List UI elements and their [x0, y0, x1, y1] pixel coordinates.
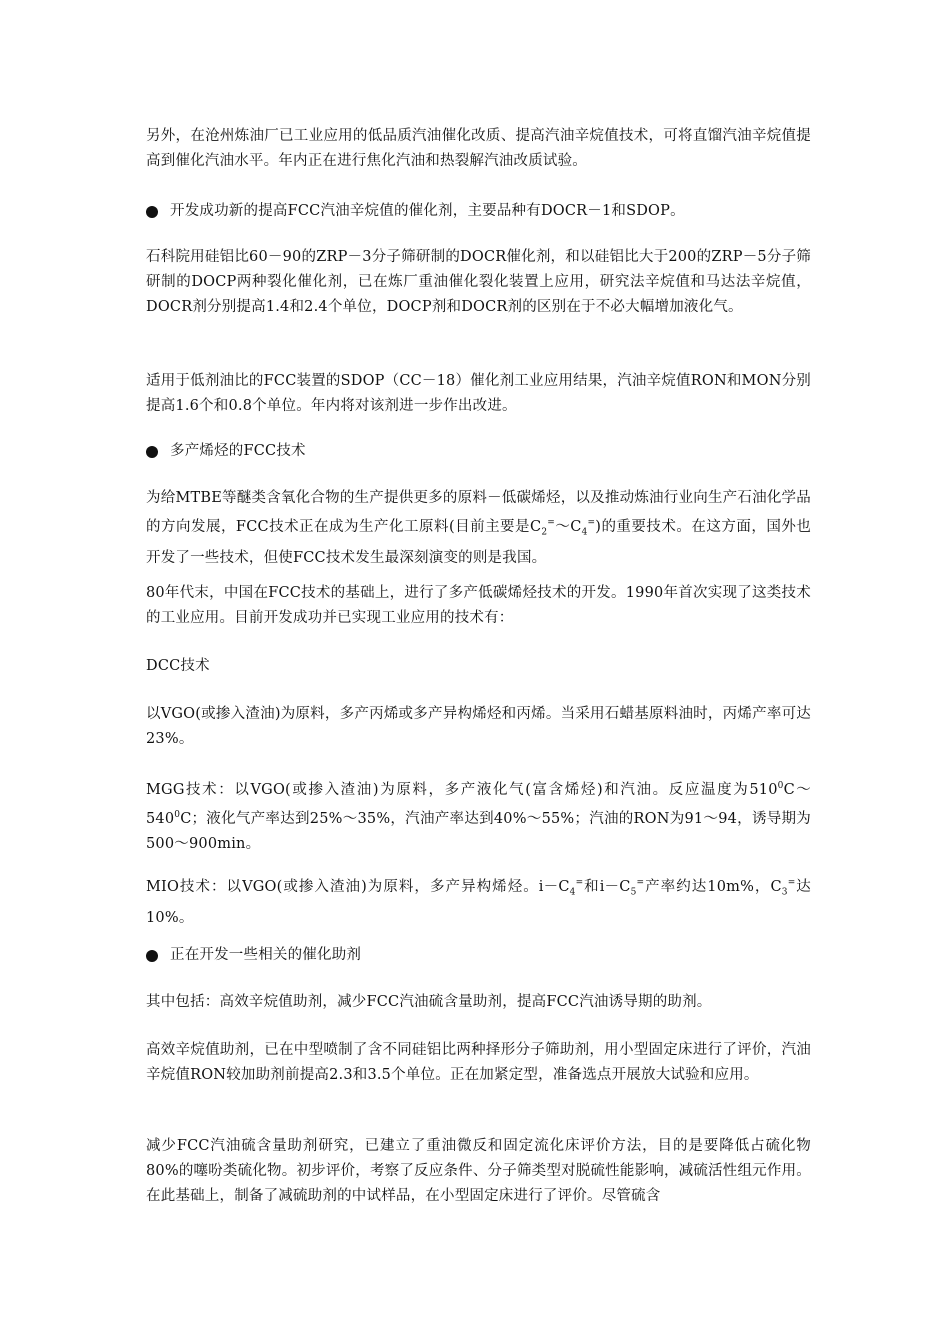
text-run: MIO技术：以VGO(或掺入渣油)为原料，多产异构烯烃。i－C — [146, 878, 570, 895]
text-run: 为给MTBE等醚类含氧化合物的生产提供更多的原料－低碳烯烃，以及推动炼油行业向生产石油化学品的方向发展，FCC技术正在成为生产化工原料(目前主要是C — [146, 490, 811, 535]
superscript: = — [547, 518, 556, 528]
paragraph: 适用于低剂油比的FCC装置的SDOP（CC－18）催化剂工业应用结果，汽油辛烷值RON和MON分别提高1.6个和0.8个单位。年内将对该剂进一步作出改进。 — [146, 373, 811, 414]
superscript: = — [587, 518, 596, 528]
paragraph — [146, 871, 811, 931]
bullet-text: 开发成功新的提高FCC汽油辛烷值的催化剂，主要品种有DOCR－1和SDOP。 — [170, 203, 685, 219]
bullet-text: 正在开发一些相关的催化助剂 — [170, 947, 362, 963]
paragraph: 其中包括：高效辛烷值助剂，减少FCC汽油硫含量助剂，提高FCC汽油诱导期的助剂。 — [146, 994, 712, 1010]
paragraph: 以VGO(或掺入渣油)为原料，多产丙烯或多产异构烯烃和丙烯。当采用石蜡基原料油时，丙烯产率可达23%。 — [146, 706, 811, 747]
bullet-item — [146, 199, 811, 224]
superscript: 0 — [174, 809, 181, 820]
superscript: = — [575, 878, 584, 888]
subscript: 5 — [630, 887, 637, 898]
paragraph: 另外，在沧州炼油厂已工业应用的低品质汽油催化改质、提高汽油辛烷值技术，可将直馏汽油辛烷值提高到催化汽油水平。年内正在进行焦化汽油和热裂解汽油改质试验。 — [146, 128, 811, 169]
text-run: 和i－C — [583, 878, 631, 895]
bullet-dot-icon — [146, 206, 158, 218]
paragraph: DCC技术 — [146, 658, 210, 674]
text-run: C；液化气产率达到25%～35%，汽油产率达到40%～55%；汽油的RON为91～94，诱导期为500～900min。 — [146, 810, 811, 852]
subscript: 4 — [569, 887, 576, 898]
bullet-dot-icon — [146, 950, 158, 962]
bullet-item — [146, 439, 811, 464]
paragraph: 80年代末，中国在FCC技术的基础上，进行了多产低碳烯烃技术的开发。1990年首次实现了这类技术的工业应用。目前开发成功并已实现工业应用的技术有： — [146, 585, 811, 626]
text-run: )的重要技术。在这方面，国外也开发了一些技术，但使FCC技术发生最深刻演变的则是我国。 — [146, 518, 812, 566]
bullet-dot-icon — [146, 446, 158, 458]
paragraph: 减少FCC汽油硫含量助剂研究，已建立了重油微反和固定流化床评价方法，目的是要降低占硫化物80%的噻吩类硫化物。初步评价，考察了反应条件、分子筛类型对脱硫性能影响，减硫活性组元作用。在此基础上，制备了减硫助剂的中试样品，在小型固定床进行了评价。尽管硫含 — [146, 1138, 811, 1204]
text-run: 产率约达10m%，C — [644, 878, 782, 895]
paragraph — [146, 486, 811, 571]
text-run: 达10%。 — [146, 878, 812, 926]
paragraph: 高效辛烷值助剂，已在中型喷制了含不同硅铝比两种择形分子筛助剂，用小型固定床进行了评价，汽油辛烷值RON较加助剂前提高2.3和3.5个单位。正在加紧定型，准备选点开展放大试验和应用。 — [146, 1042, 811, 1083]
subscript: 3 — [781, 887, 788, 898]
subscript: 4 — [581, 527, 588, 538]
bullet-item — [146, 943, 811, 968]
text-run: MGG技术：以VGO(或掺入渣油)为原料，多产液化气(富含烯烃)和汽油。反应温度为510 — [146, 781, 778, 798]
text-run: ～C — [555, 518, 582, 535]
superscript: = — [636, 878, 645, 888]
paragraph: 石科院用硅铝比60－90的ZRP－3分子筛研制的DOCR催化剂，和以硅铝比大于200的ZRP－5分子筛研制的DOCP两种裂化催化剂，已在炼厂重油催化裂化装置上应用，研究法辛烷值和马达法辛烷值，DOCR剂分别提高1.4和2.4个单位，DOCP剂和DOCR剂的区别在于不必大幅增加液化气。 — [146, 249, 811, 315]
bullet-text: 多产烯烃的FCC技术 — [170, 443, 306, 459]
text-run: C～540 — [146, 781, 811, 827]
subscript: 2 — [541, 527, 548, 538]
paragraph — [146, 774, 811, 857]
superscript: = — [787, 878, 796, 888]
superscript: 0 — [777, 781, 784, 791]
